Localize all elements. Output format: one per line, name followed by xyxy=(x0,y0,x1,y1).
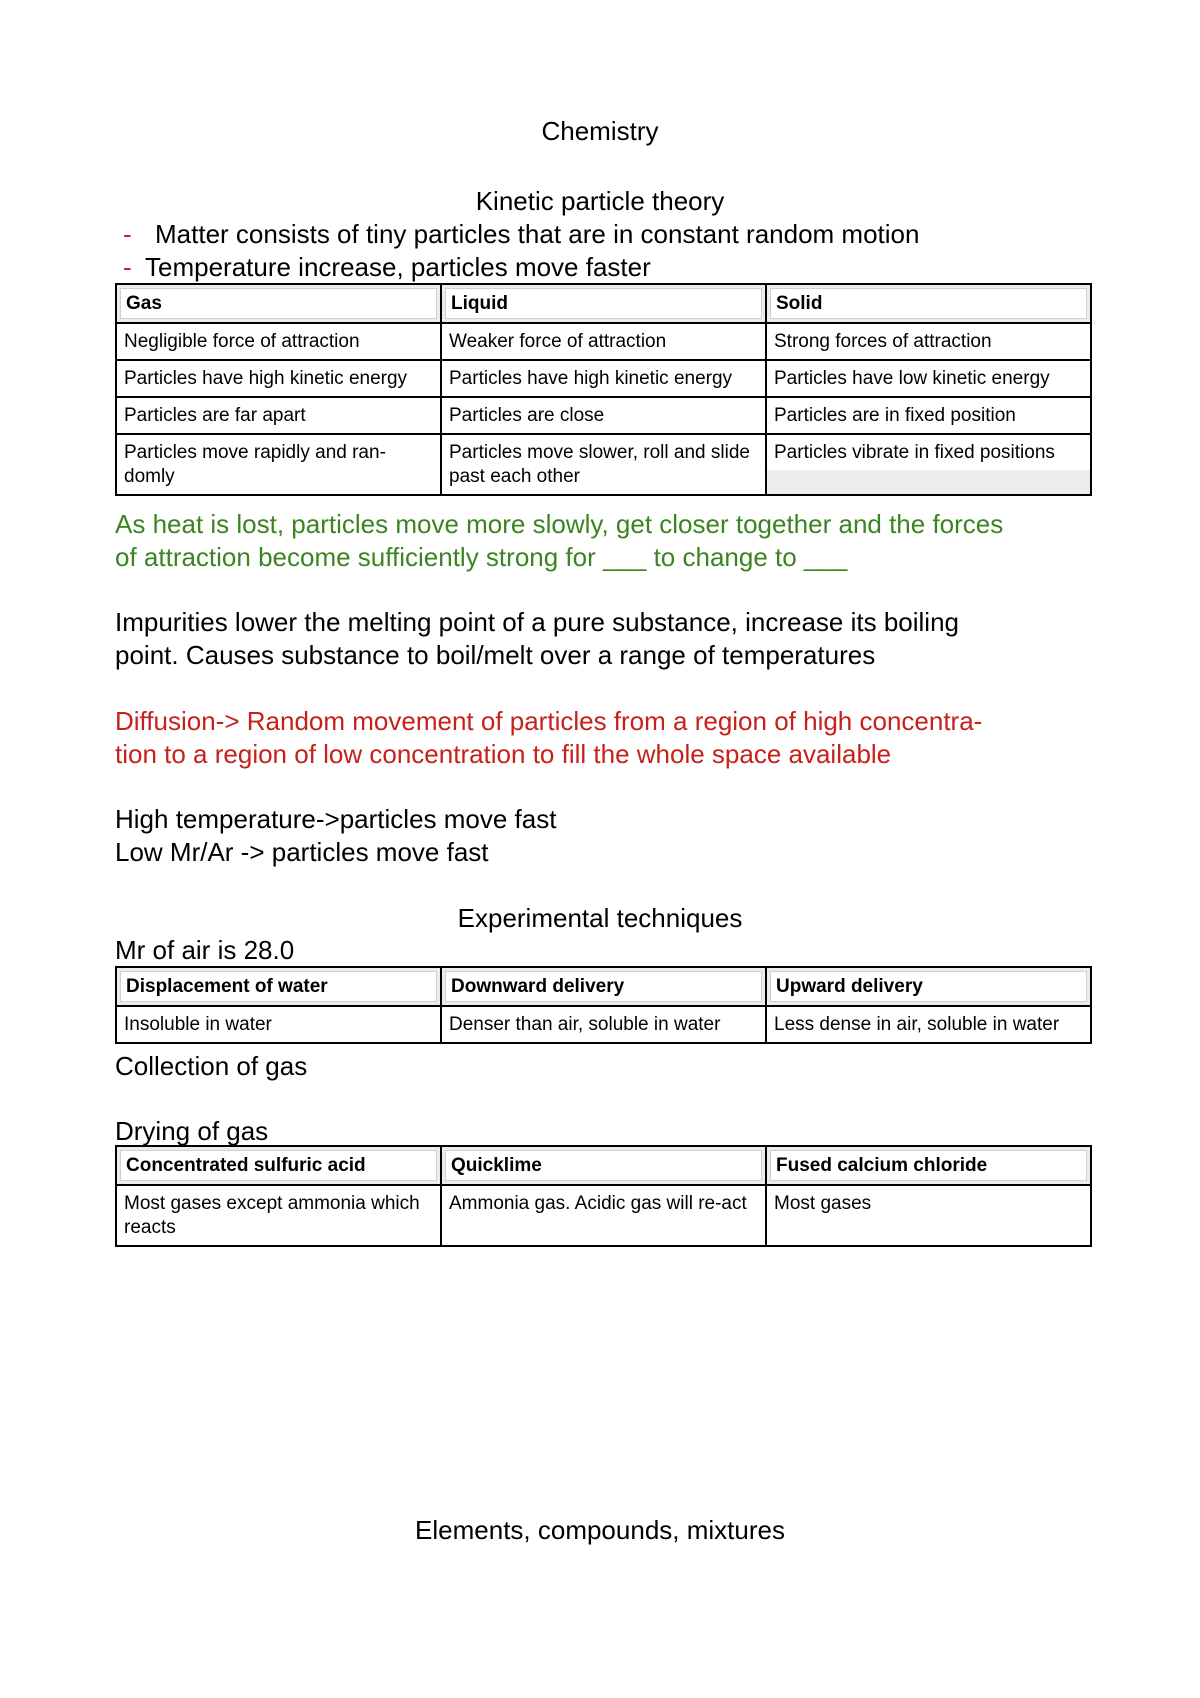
bullet-item-1 xyxy=(123,218,919,251)
table-cell xyxy=(441,323,766,360)
heat-loss-line-2: of attraction become sufficiently strong for ___ to change to ___ xyxy=(115,542,848,572)
cell-text: Particles have high kinetic energy xyxy=(124,368,408,389)
cell-text: Particles move rapidly and ran-domly xyxy=(124,442,386,487)
cell-text: Particles are far apart xyxy=(124,405,306,426)
cell-text: Less dense in air, soluble in water xyxy=(774,1014,1060,1035)
table-row xyxy=(116,323,1091,360)
diffusion-line-2: tion to a region of low concentration to fill the whole space available xyxy=(115,739,892,769)
table-cell xyxy=(766,434,1091,495)
diffusion-line-1: Diffusion-> Random movement of particles from a region of high concentra- xyxy=(115,706,983,736)
gas-drying-table xyxy=(115,1145,1092,1247)
table-cell xyxy=(766,1006,1091,1043)
header-text: Solid xyxy=(770,288,1087,319)
bullet-marker: - xyxy=(123,252,132,282)
cell-text: Particles are close xyxy=(449,405,605,426)
table-cell xyxy=(766,360,1091,397)
table-header-row xyxy=(116,284,1091,323)
bullet-text: Matter consists of tiny particles that are in constant random motion xyxy=(155,219,920,249)
collection-label: Collection of gas xyxy=(115,1051,308,1081)
cell-text: Weaker force of attraction xyxy=(449,331,667,352)
table-header-row xyxy=(116,967,1091,1006)
table-cell xyxy=(441,360,766,397)
cell-text: Most gases xyxy=(774,1193,872,1214)
header-cell-gas xyxy=(116,284,441,323)
table-row xyxy=(116,434,1091,495)
cell-text: Insoluble in water xyxy=(124,1014,272,1035)
speed-note-1: High temperature->particles move fast xyxy=(115,804,557,834)
bullet-item-2 xyxy=(123,251,651,284)
cell-text: Ammonia gas. Acidic gas will re-act xyxy=(449,1193,747,1214)
table-cell xyxy=(441,1185,766,1246)
header-text: Displacement of water xyxy=(120,971,437,1002)
header-cell xyxy=(441,967,766,1006)
speed-notes xyxy=(115,803,1105,869)
cell-text: Particles are in fixed position xyxy=(774,405,1016,426)
table-cell xyxy=(441,397,766,434)
mr-air-note: Mr of air is 28.0 xyxy=(115,935,295,965)
table-cell xyxy=(766,1185,1091,1246)
cell-text: Negligible force of attraction xyxy=(124,331,360,352)
speed-note-2: Low Mr/Ar -> particles move fast xyxy=(115,837,489,867)
drying-label: Drying of gas xyxy=(115,1116,269,1146)
table-cell xyxy=(766,323,1091,360)
page-title: Chemistry xyxy=(541,116,659,146)
cell-text: Particles have low kinetic energy xyxy=(774,368,1050,389)
header-text: Concentrated sulfuric acid xyxy=(120,1150,437,1181)
header-cell-solid xyxy=(766,284,1091,323)
table-cell xyxy=(116,360,441,397)
cell-text: Denser than air, soluble in water xyxy=(449,1014,721,1035)
elements-heading: Elements, compounds, mixtures xyxy=(415,1515,785,1545)
impurities-note xyxy=(115,606,1105,672)
cell-text: Particles vibrate in fixed positions xyxy=(767,435,1090,470)
table-row xyxy=(116,1006,1091,1043)
table-cell xyxy=(766,397,1091,434)
cell-text: Particles have high kinetic energy xyxy=(449,368,733,389)
impurities-line-2: point. Causes substance to boil/melt over a range of temperatures xyxy=(115,640,876,670)
bullet-marker: - xyxy=(123,219,132,249)
bullet-text: Temperature increase, particles move faster xyxy=(145,252,651,282)
table-cell xyxy=(441,1006,766,1043)
kinetic-heading: Kinetic particle theory xyxy=(475,186,725,216)
header-cell-liquid xyxy=(441,284,766,323)
table-cell xyxy=(116,323,441,360)
cell-text: Particles move slower, roll and slide past each other xyxy=(449,442,750,487)
table-header-row xyxy=(116,1146,1091,1185)
header-cell xyxy=(116,1146,441,1185)
header-cell xyxy=(116,967,441,1006)
header-text: Fused calcium chloride xyxy=(770,1150,1087,1181)
states-table xyxy=(115,283,1092,496)
cell-text: Strong forces of attraction xyxy=(774,331,992,352)
table-cell xyxy=(116,397,441,434)
header-text: Gas xyxy=(120,288,437,319)
header-text: Downward delivery xyxy=(445,971,762,1002)
heat-loss-line-1: As heat is lost, particles move more slowly, get closer together and the forces xyxy=(115,509,1004,539)
table-cell xyxy=(116,434,441,495)
header-text: Liquid xyxy=(445,288,762,319)
header-cell xyxy=(766,967,1091,1006)
impurities-line-1: Impurities lower the melting point of a pure substance, increase its boiling xyxy=(115,607,959,637)
diffusion-note xyxy=(115,705,1105,771)
table-cell xyxy=(116,1006,441,1043)
header-cell xyxy=(766,1146,1091,1185)
gas-collection-table xyxy=(115,966,1092,1044)
experimental-heading: Experimental techniques xyxy=(457,903,743,933)
cell-text: Most gases except ammonia which reacts xyxy=(124,1193,420,1238)
table-row xyxy=(116,1185,1091,1246)
table-cell xyxy=(116,1185,441,1246)
header-text: Upward delivery xyxy=(770,971,1087,1002)
table-cell xyxy=(441,434,766,495)
heat-loss-note xyxy=(115,508,1105,574)
table-row xyxy=(116,397,1091,434)
header-cell xyxy=(441,1146,766,1185)
table-row xyxy=(116,360,1091,397)
header-text: Quicklime xyxy=(445,1150,762,1181)
